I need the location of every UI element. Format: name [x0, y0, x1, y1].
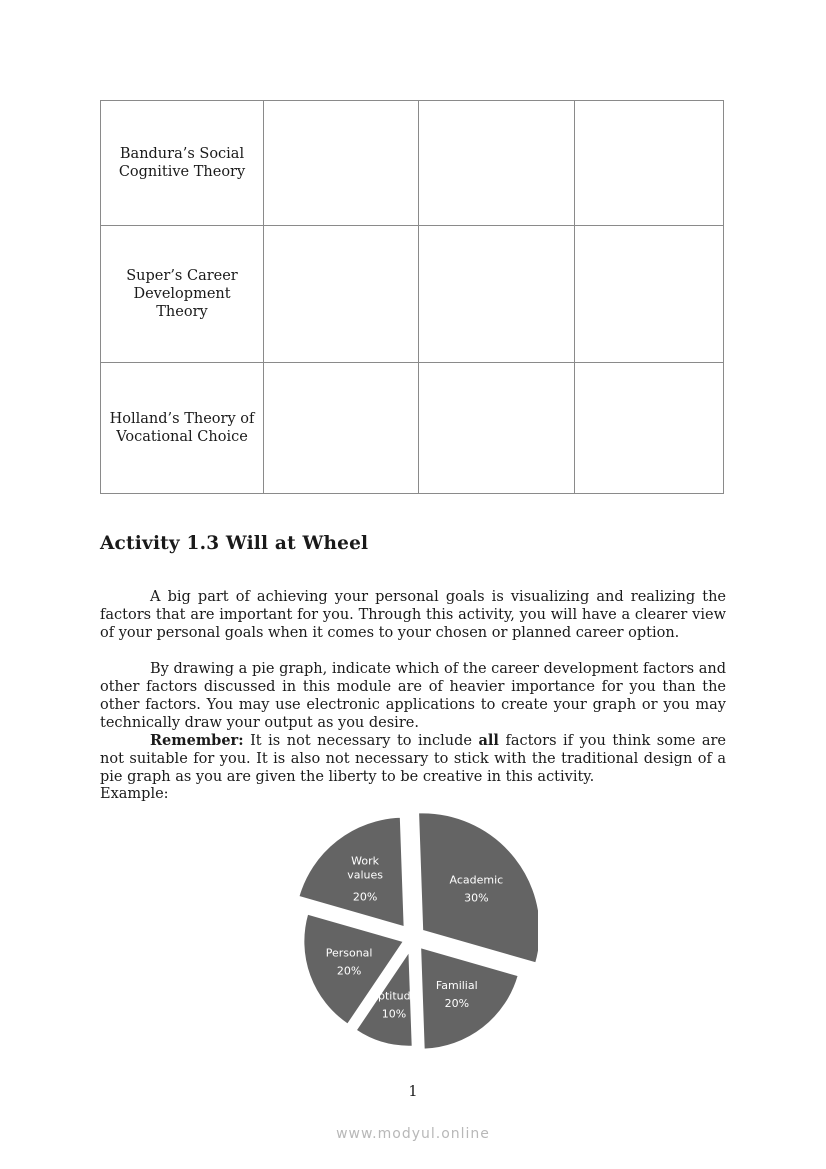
watermark: www.modyul.online: [336, 1126, 490, 1142]
pie-slice-value-label: 20%: [336, 964, 362, 978]
table-cell-empty: [264, 226, 419, 363]
pie-slice-familial: [420, 947, 518, 1049]
remember-text: It is not necessary to include: [243, 733, 479, 749]
example-label: Example:: [100, 786, 169, 802]
table-row-label: Bandura’s Social Cognitive Theory: [101, 101, 264, 226]
table-cell-empty: [419, 363, 575, 494]
remember-label: Remember:: [150, 732, 244, 749]
remember-paragraph: [100, 732, 726, 786]
remember-text: factors if you think some are not suitable for you. It is also not necessary to stick with the traditional design of a pie graph as you are given the liberty to be creative in this activity.: [100, 733, 726, 785]
table-row: [101, 363, 724, 494]
pie-slice-value-label: 20%: [352, 890, 378, 904]
instructions-paragraph: By drawing a pie graph, indicate which of the career development factors and other factors discussed in this module are of heavier importance for you than the other factors. You may use electronic applications to create your graph or you may technically draw your output as you desire.: [100, 661, 726, 731]
pie-slice-category-label: Work: [351, 854, 380, 868]
pie-slice-value-label: 20%: [444, 997, 470, 1011]
table-row-label: Holland’s Theory of Vocational Choice: [101, 363, 264, 494]
table-row: [101, 101, 724, 226]
table-row: [101, 226, 724, 363]
remember-emphasis: all: [478, 732, 499, 749]
intro-paragraph: A big part of achieving your personal goals is visualizing and realizing the factors that are important for you. Through this activity, you will have a clearer view of your personal goals when it comes to your chosen or planned career option.: [100, 589, 726, 641]
page-number: 1: [408, 1084, 418, 1100]
pie-slice-category-label: values: [347, 868, 383, 882]
example-pie-chart: [268, 810, 538, 1050]
pie-slice-academic: [418, 813, 538, 964]
pie-slice-category-label: Familial: [435, 979, 478, 993]
table-row-label: Super’s Career Development Theory: [101, 226, 264, 363]
table-cell-empty: [419, 226, 575, 363]
activity-heading: Activity 1.3 Will at Wheel: [100, 533, 369, 554]
table-cell-empty: [575, 101, 724, 226]
theory-table: [100, 100, 724, 494]
table-cell-empty: [575, 363, 724, 494]
table-cell-empty: [264, 363, 419, 494]
table-cell-empty: [575, 226, 724, 363]
pie-slice-category-label: Academic: [449, 873, 504, 887]
pie-slice-category-label: Personal: [325, 946, 373, 960]
table-cell-empty: [419, 101, 575, 226]
pie-slice-category-label: Aptitude: [370, 989, 418, 1003]
pie-slice-value-label: 30%: [464, 891, 489, 905]
table-cell-empty: [264, 101, 419, 226]
pie-slice-value-label: 10%: [381, 1007, 407, 1021]
